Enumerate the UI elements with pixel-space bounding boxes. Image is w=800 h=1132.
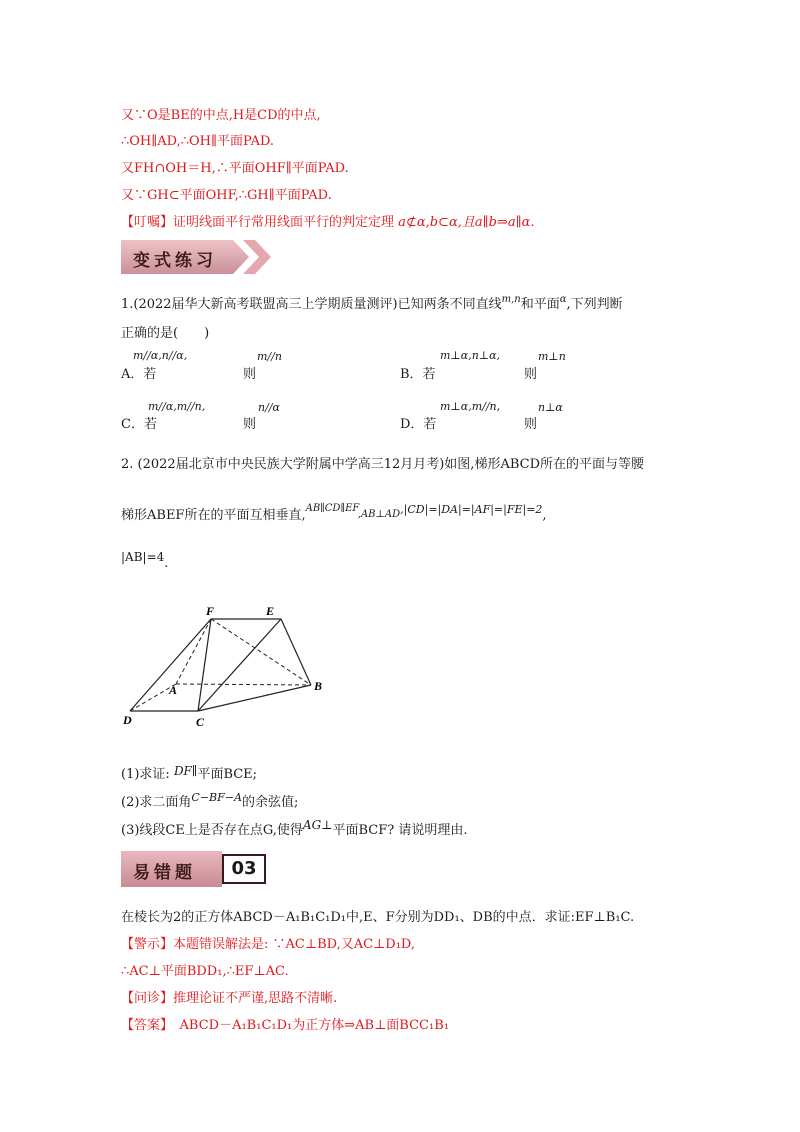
option-d-result: n⊥α — [538, 401, 563, 414]
option-b-label: B．若 — [400, 367, 436, 382]
proof-line-4: 又∵GH⊂平面OHF,∴GH∥平面PAD. — [121, 188, 332, 203]
q2-stem-line1: 2. (2022届北京市中央民族大学附属中学高三12月月考)如图,梯形ABCD所在的平面与等腰 — [121, 457, 644, 472]
q1-stem-text: 1.(2022届华大新高考联盟高三上学期质量测评)已知两条不同直线 — [121, 297, 502, 312]
edge-CB — [198, 685, 311, 711]
banner2-title: 易错题 — [133, 863, 196, 883]
label-B: B — [314, 679, 323, 693]
q2-sub3-math: AG⊥ — [302, 818, 333, 832]
q3-warning — [121, 933, 415, 952]
q3-warning-2: ∴AC⊥平面BDD₁,∴EF⊥AC. — [121, 964, 289, 979]
q3-diagnosis — [121, 987, 337, 1006]
option-c-cond: m//α,m//n, — [148, 400, 206, 413]
q2-lengths: ,|CD|=|DA|=|AF|=|FE|=2 — [400, 503, 543, 516]
q3-stem: 在棱长为2的正方体ABCD－A₁B₁C₁D₁中,E、F分别为DD₁、DB的中点．求证:EF⊥B₁C. — [121, 910, 635, 925]
q1-stem-line1 — [121, 293, 623, 312]
q1-alpha: α — [559, 294, 567, 305]
q2-stem-text: 梯形ABEF所在的平面互相垂直, — [121, 508, 306, 523]
label-C: C — [196, 715, 205, 729]
q2-sub1 — [121, 763, 257, 782]
proof-line-2: ∴OH∥AD,∴OH∥平面PAD. — [121, 134, 275, 149]
q2-stem-line3 — [121, 550, 169, 571]
ans-text: ABCD－A₁B₁C₁D₁为正方体⇒AB⊥面BCC₁B₁ — [179, 1018, 449, 1033]
tip-text: 证明线面平行常用线面平行的判定定理 — [173, 215, 395, 230]
q2-perp: ,AB⊥AD — [357, 509, 401, 520]
q1-stem-plane: 和平面 — [520, 297, 560, 312]
q2-parallel: AB∥CD∥EF — [305, 503, 358, 514]
q2-sub1-suffix: 平面BCE; — [197, 767, 258, 782]
option-d-label: D．若 — [400, 417, 437, 432]
label-F: F — [206, 604, 215, 618]
option-b-cond: m⊥α,n⊥α, — [440, 349, 501, 362]
q2-ab-length: |AB|=4 — [121, 550, 165, 564]
q2-sub2-suffix: 的余弦值; — [241, 795, 299, 810]
trapezoid-figure — [118, 600, 338, 730]
banner2-number: 03 — [222, 854, 266, 884]
tip-line — [121, 211, 535, 230]
option-d-then: 则 — [524, 417, 538, 432]
warn-text: 本题错误解法是: ∵AC⊥BD,又AC⊥D₁D, — [173, 937, 416, 952]
q2-period: . — [164, 556, 169, 571]
q2-sub3-suffix: 平面BCF? 请说明理由. — [332, 823, 468, 838]
q2-sub1-prefix: (1)求证: — [121, 767, 174, 782]
ans-tag: 【答案】 — [121, 1018, 167, 1033]
q1-mn: m,n — [501, 294, 521, 305]
banner-title: 变式练习 — [133, 251, 217, 271]
q1-stem-line2: 正确的是( ) — [121, 326, 210, 341]
section-banner-variant — [121, 240, 271, 274]
q2-comma: , — [542, 508, 547, 523]
option-a-result: m//n — [257, 350, 282, 363]
q1-stem-tail: ,下列判断 — [566, 297, 623, 312]
option-a-label: A．若 — [121, 367, 157, 382]
option-b-then: 则 — [524, 367, 538, 382]
tip-math: a⊄α,b⊂α,且a∥b⇒a∥α. — [398, 215, 535, 230]
q2-sub2-math: C−BF−A — [191, 791, 242, 804]
section-banner-errors — [121, 851, 271, 887]
edge-FA — [176, 619, 211, 684]
warn-tag: 【警示】 — [121, 937, 174, 952]
option-c-label: C．若 — [121, 417, 157, 432]
edge-FC — [198, 619, 211, 711]
diag-tag: 【问诊】 — [121, 991, 174, 1006]
label-D: D — [123, 713, 132, 727]
option-b-result: m⊥n — [538, 350, 566, 363]
q2-sub1-math: DF∥ — [173, 764, 198, 778]
edge-FD — [130, 619, 211, 711]
proof-line-1: 又∵O是BE的中点,H是CD的中点, — [121, 108, 321, 123]
option-a-then: 则 — [243, 367, 257, 382]
proof-line-3: 又FH∩OH＝H,∴平面OHF∥平面PAD. — [121, 161, 349, 176]
label-A: A — [169, 683, 178, 697]
label-E: E — [266, 604, 275, 618]
diag-text: 推理论证不严谨,思路不清晰. — [173, 991, 338, 1006]
tip-tag: 【叮嘱】 — [121, 215, 174, 230]
option-a-cond: m//α,n//α, — [133, 349, 188, 362]
option-d-cond: m⊥α,m//n, — [440, 400, 501, 413]
option-c-then: 则 — [243, 417, 257, 432]
q3-answer — [121, 1014, 449, 1033]
q2-stem-line2 — [121, 504, 547, 523]
q2-sub2 — [121, 791, 298, 810]
edge-AB — [176, 684, 311, 685]
q2-sub3-prefix: (3)线段CE上是否存在点G,使得 — [121, 823, 303, 838]
edge-EC — [198, 619, 281, 711]
option-c-result: n//α — [258, 401, 280, 414]
q2-sub2-prefix: (2)求二面角 — [121, 795, 192, 810]
q2-sub3 — [121, 819, 467, 838]
